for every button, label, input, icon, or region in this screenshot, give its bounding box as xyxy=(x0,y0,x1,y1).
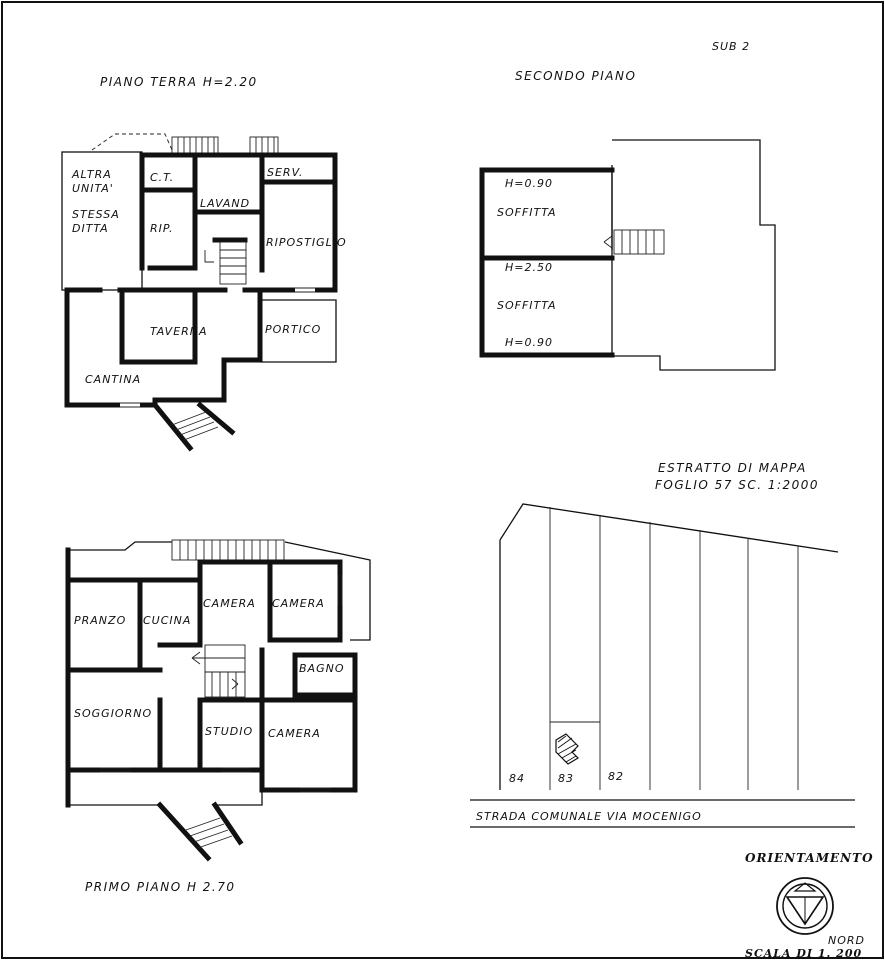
room-camera-3: CAMERA xyxy=(268,727,321,740)
estratto-subtitle: FOGLIO 57 SC. 1:2000 xyxy=(655,478,820,492)
parcel-83: 83 xyxy=(558,772,574,785)
parcel-84: 84 xyxy=(509,772,525,785)
room-pranzo: PRANZO xyxy=(74,614,127,627)
label-soffitta-1: SOFFITTA xyxy=(497,206,557,219)
label-h090-top: H=0.90 xyxy=(505,177,553,190)
room-camera-2: CAMERA xyxy=(272,597,325,610)
room-altra-3: STESSA xyxy=(72,208,120,221)
room-lavand: LAVAND xyxy=(200,197,251,210)
room-taverna: TAVERNA xyxy=(150,325,208,338)
piano-terra-title: PIANO TERRA H=2.20 xyxy=(100,75,258,89)
room-portico: PORTICO xyxy=(265,323,322,336)
orientamento-title: ORIENTAMENTO xyxy=(745,851,874,865)
scala-label: SCALA DI 1. 200 xyxy=(745,947,863,960)
label-h090-bottom: H=0.90 xyxy=(505,336,553,349)
nord-label: NORD xyxy=(828,934,865,947)
estratto-title: ESTRATTO DI MAPPA xyxy=(658,461,807,475)
room-cantina: CANTINA xyxy=(85,373,142,386)
room-studio: STUDIO xyxy=(205,725,254,738)
secondo-piano-title: SECONDO PIANO xyxy=(515,69,637,83)
room-rip: RIP. xyxy=(150,222,174,235)
room-altra-2: UNITA' xyxy=(72,182,114,195)
label-h250: H=2.50 xyxy=(505,261,553,274)
sub-label: SUB 2 xyxy=(712,40,751,53)
room-altra-1: ALTRA xyxy=(72,168,112,181)
room-ripostiglio: RIPOSTIGLIO xyxy=(266,236,347,249)
room-camera-1: CAMERA xyxy=(203,597,256,610)
room-cucina: CUCINA xyxy=(143,614,192,627)
label-soffitta-2: SOFFITTA xyxy=(497,299,557,312)
room-ct: C.T. xyxy=(150,171,175,184)
room-altra-4: DITTA xyxy=(72,222,109,235)
parcel-82: 82 xyxy=(608,770,624,783)
room-serv: SERV. xyxy=(267,166,304,179)
room-soggiorno: SOGGIORNO xyxy=(74,707,153,720)
road-label: STRADA COMUNALE VIA MOCENIGO xyxy=(476,810,702,823)
primo-piano-title: PRIMO PIANO H 2.70 xyxy=(85,880,236,894)
room-bagno: BAGNO xyxy=(299,662,345,675)
